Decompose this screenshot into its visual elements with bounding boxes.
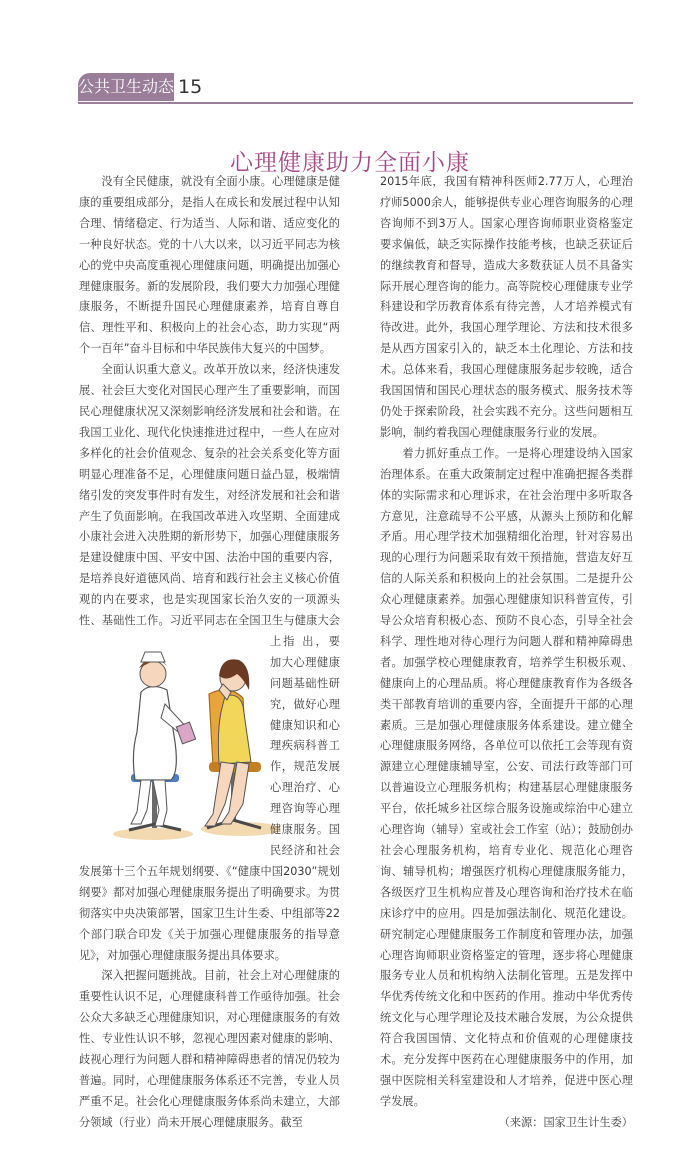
illustration (79, 634, 264, 844)
page-number: 15 (178, 76, 203, 98)
doctor-patient-illustration (101, 634, 286, 844)
article-source: （来源：国家卫生计生委） (498, 1115, 633, 1129)
section-label: 公共卫生动态 (78, 73, 174, 101)
paragraph-statistics: 2015年底，我国有精神科医师2.77万人，心理治疗师5000余人，能够提供专业心理咨询服务的心理咨询师不到3万人。国家心理咨询师职业资格鉴定要求偏低，缺乏实际操作技能考核，也缺乏获证后的继续教育和督导，造成大多数获证人员不具备实际开展心理咨询的能力。高等院校心理健康专业学科建设和学历教育体系有待完善，人才培养模式有待改进。此外，我国心理学理论、方法和技术很多是从西方国家引入的，缺乏本土化理论、方法和技术。总体来看，我国心理健康服务起步较晚，适合我国国情和国民心理状态的服务模式、服务技术等仍处于探索阶段，社会实践不充分。这些问题相互影响，制约着我国心理健康服务行业的发展。 (380, 175, 633, 439)
paragraph-significance-continued: 出，要加大心理健康问题基础性研究，做好心理健康知识和心理疾病科普工作，规范发展心理治疗、心理咨询等心理健康服务。国民经济和社会发展第十三个五年规划纲要、《“健康中国2030”规划纲要》都对加强心理健康服务提出了明确要求。为贯彻落实中央决策部署，国家卫生计生委、中组部等22个部门联合印发《关于加强心理健康服务的指导意见》，对加强心理健康服务提出具体要求。 (79, 634, 340, 962)
right-column (380, 168, 633, 1134)
page-header (78, 71, 633, 105)
paragraph-significance: 全面认识重大意义。改革开放以来，经济快速发展、社会巨大变化对国民心理产生了重要影响，而国民心理健康状况又深刻影响经济发展和社会和谐。在我国工业化、现代化快速推进过程中，一些人在应对多样化的社会价值观念、复杂的社会关系变化等方面明显心理准备不足，心理健康问题日益凸显，极端情绪引发的突发事件时有发生，对经济发展和社会和谐产生了负面影响。在我国改革进入攻坚期、全面建成小康社会进入决胜期的新形势下，加强心理健康服务是建设健康中国、平安中国、法治中国的重要内容，是培养良好道德风尚、培育和践行社会主义核心价值观的内在要求，也是实现国家长治久安的一项源头性、基础性工作。习近平同志在全国卫生与健康大会上指 出，要加大心理健康问题基础性研究，做好心理健康知识和心理疾病科普工作，规范发展心理治疗、心理咨询等心理健康服务。国民经济和社会发展第十三个五年规划纲要、《“健康中国2030”规划纲要》都对加强心理健康服务提出了明确要求。为贯彻落实中央决策部署，国家卫生计生委、中组部等22个部门联合印发《关于加强心理健康服务的指导意见》，对加强心理健康服务提出具体要求。 (79, 363, 340, 962)
article-title: 心理健康助力全面小康 (230, 150, 470, 176)
paragraph-challenges: 深入把握问题挑战。目前，社会上对心理健康的重要性认识不足，心理健康科普工作亟待加强。社会公众大多缺乏心理健康知识，对心理健康服务的有效性、专业性认识不够，忽视心理因素对健康的影响、歧视心理行为问题人群和精神障碍患者的情况仍较为普遍。同时，心理健康服务体系还不完善，专业人员严重不足。社会化心理健康服务体系尚未建立，大部分领域（行业）尚未开展心理健康服务。截至 (79, 969, 340, 1129)
header-rule (78, 102, 633, 104)
paragraph-intro: 没有全民健康，就没有全面小康。心理健康是健康的重要组成部分，是指人在成长和发展过程中认知合理、情绪稳定、行为适当、人际和谐、适应变化的一种良好状态。党的十八大以来，以习近平同志为核心的党中央高度重视心理健康问题，明确提出加强心理健康服务。新的发展阶段，我们要大力加强心理健康服务，不断提升国民心理健康素养，培育自尊自信、理性平和、积极向上的社会心态，助力实现“两个一百年”奋斗目标和中华民族伟大复兴的中国梦。 (79, 175, 340, 356)
paragraph-key-tasks: 着力抓好重点工作。一是将心理建设纳入国家治理体系。在重大政策制定过程中准确把握各类群体的实际需求和心理诉求，在社会治理中多听取各方意见，注意疏导不公平感，从源头上预防和化解矛盾。用心理学技术加强精细化治理，针对容易出现的心理行为问题采取有效干预措施，营造友好互信的人际关系和积极向上的社会氛围。二是提升公众心理健康素养。加强心理健康知识科普宣传，引导公众培育积极心态、预防不良心态，引导全社会科学、理性地对待心理行为问题人群和精神障碍患者。加强学校心理健康教育，培养学生积极乐观、健康向上的心理品质。将心理健康教育作为各级各类干部教育培训的重要内容，全面提升干部的心理素质。三是加强心理健康服务体系建设。建立健全心理健康服务网络，各单位可以依托工会等现有资源建立心理健康辅导室，公安、司法行政等部门可以普遍设立心理服务机构；构建基层心理健康服务平台，依托城乡社区综合服务设施或综治中心建立心理咨询（辅导）室或社会工作室（站）；鼓励创办社会心理服务机构，培育专业化、规范化心理咨询、辅导机构；增强医疗机构心理健康服务能力，各级医疗卫生机构应普及心理咨询和治疗技术在临床诊疗中的应用。四是加强法制化、规范化建设。研究制定心理健康服务工作制度和管理办法，加强心理咨询师职业资格鉴定的管理，逐步将心理健康服务专业人员和机构纳入法制化管理。五是发挥中华优秀传统文化和中医药的作用。推动中华优秀传统文化与心理学理论及技术融合发展，为公众提供符合我国国情、文化特点和价值观的心理健康技术。充分发挥中医药在心理健康服务中的作用，加强中医院相关科室建设和人才培养，促进中医心理学发展。 (380, 446, 633, 1108)
left-column (79, 168, 340, 1134)
